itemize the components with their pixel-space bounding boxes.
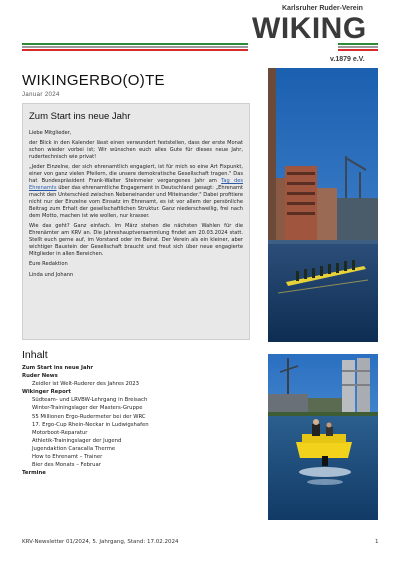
header-stripe-grey (22, 46, 248, 48)
header-stripe-red-right (338, 49, 378, 51)
toc-item[interactable]: 55 Millionen Ergo-Rudermeter bei der WRC (32, 413, 146, 420)
editorial-paragraph-1: der Blick in den Kalender lässt einen verwundert feststellen, dass der erste Monat schon wieder vorbei ist; Wir wünschen euch alles Gute für dieses neue Jahr, rudertechnisch wie privat! (29, 140, 243, 160)
toc-item[interactable]: Motorboot-Reparatur (32, 429, 88, 436)
toc-item[interactable]: Winter-Trainingslager der Masters-Gruppe (32, 405, 143, 412)
newsletter-title: WIKINGERBO(O)TE (22, 72, 165, 89)
tag-des-ehrenamts-link[interactable]: Tag des Ehrenamts (29, 178, 243, 191)
editorial-salutation: Liebe Mitglieder, (29, 130, 72, 136)
toc-item[interactable]: Jugendaktion Caracalla Therme (32, 445, 116, 452)
motorboat-photo (268, 354, 378, 520)
editorial-box (22, 103, 250, 340)
header-stripe-red (22, 49, 248, 51)
toc-item[interactable]: How to Ehrenamt – Trainer (32, 454, 103, 461)
editorial-heading: Zum Start ins neue Jahr (29, 111, 131, 122)
header-stripe-green (22, 43, 248, 45)
toc-item[interactable]: 17. Ergo-Cup Rhein-Neckar in Ludwigshafen (32, 421, 149, 428)
logo-year: v.1879 e.V. (330, 56, 365, 63)
header-stripe-grey-right (338, 46, 378, 48)
editorial-paragraph-3: Wie das geht? Ganz einfach. Im März stehen die nächsten Wahlen für die Ehrenämter am KRV an. Die Jahreshauptversammlung findet am 20.03.2024 statt. Stellt euch gerne auf, im Vorstand oder im Beirat. Der Verein als ein kleiner, aber wichtiger Baustein der Gesellschaft braucht und freut sich über neue engagierte Mitglieder in allen Bereichen. (29, 223, 243, 257)
newsletter-date: Januar 2024 (22, 92, 60, 98)
editorial-paragraph-2-start: „Jeder Einzelne, der sich ehrenamtlich engagiert, ist für mich so eine Art Fixpunkt, einer von ganz vielen Pfeilern, die unsere demokratische Gesellschaft tragen." Das hat Bundespräsident Frank-Walter Steinmeier vergangenes Jahr am (29, 164, 243, 184)
editorial-closing: Eure Redaktion (29, 261, 68, 267)
logo-subtitle: Karlsruher Ruder-Verein (282, 5, 363, 12)
table-of-contents (22, 364, 149, 477)
footer-text: KRV-Newsletter 01/2024, 5. Jahrgang, Stand: 17.02.2024 (22, 539, 179, 545)
toc-item[interactable]: Athletik-Trainingslager der Jugend (32, 437, 122, 444)
toc-item[interactable]: Termine (22, 470, 46, 477)
toc-heading: Inhalt (22, 349, 48, 361)
harbour-rowing-photo (268, 68, 378, 342)
toc-item[interactable]: Zeidler ist Welt-Ruderer des Jahres 2023 (32, 381, 140, 388)
toc-item[interactable]: Zum Start ins neue Jahr (22, 365, 93, 371)
toc-item[interactable]: Wikinger Report (22, 389, 71, 396)
editorial-paragraph-2-end: über das ehrenamtliche Engagement in Deutschland gesagt: „Ehrenamt macht den Unterschied zwischen Nebeneinander und Miteinander." Dabei profitiere nicht nur der Einzelne vom Einsatz im Ehrenamt, es ist vor allem der persönliche Beitrag zum Erhalt der gesellschaftlichen Struktur. Ganz niederschwellig, frei nach dem Motto, machen ist wie wollen, nur krasser. (29, 185, 243, 219)
page-number: 1 (375, 539, 379, 545)
editorial-signature: Linda und Johann (29, 272, 74, 278)
editorial-paragraph-2 (29, 164, 243, 220)
toc-item[interactable]: Ruder News (22, 373, 58, 380)
toc-item[interactable]: Südteam- und LRVBW-Lehrgang in Breisach (32, 397, 148, 404)
toc-item[interactable]: Bier des Monats – Februar (32, 462, 101, 469)
club-logo: WIKING (252, 12, 367, 45)
